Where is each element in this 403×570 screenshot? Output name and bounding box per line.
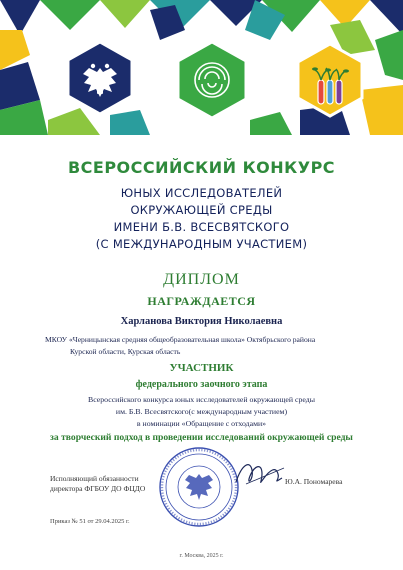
place-date: г. Москва, 2025 г.: [179, 553, 224, 559]
diploma-heading: ДИПЛОМ: [163, 271, 240, 288]
contest-title: ВСЕРОССИЙСКИЙ КОНКУРС: [67, 158, 336, 177]
signatory-title: [50, 474, 145, 494]
header-hexagon-banner: [0, 0, 403, 135]
stage-label: федерального заочного этапа: [135, 379, 268, 390]
school-line-2: Курской области, Курская область: [70, 347, 181, 356]
contest-subtitle-line-3: ИМЕНИ Б.В. ВСЕСВЯТСКОГО: [113, 220, 290, 234]
nomination-line: в номинации «Обращение с отходами»: [136, 419, 267, 428]
seal-icon: [158, 446, 240, 528]
recipient-name: Харланова Виктория Николаевна: [120, 316, 283, 327]
fcdo-hex: [178, 42, 246, 118]
school-line-1: МКОУ «Черницынская средняя общеобразовательная школа» Октябрьского района: [45, 335, 316, 344]
contest-subtitle-line-1: ЮНЫХ ИССЛЕДОВАТЕЛЕЙ: [120, 186, 283, 200]
status-label: УЧАСТНИК: [169, 362, 234, 374]
contest-subtitle-line-2: ОКРУЖАЮЩЕЙ СРЕДЫ: [130, 203, 273, 217]
contest-subtitle-line-4: (С МЕЖДУНАРОДНЫМ УЧАСТИЕМ): [95, 237, 308, 251]
signatory-title-line-2: директора ФГБОУ ДО ФЦДО: [50, 484, 146, 493]
signatory-name: Ю.А. Пономарева: [285, 477, 343, 486]
award-reason: за творческий подход в проведении исследований окружающей среды: [50, 432, 353, 443]
order-number: Приказ № 51 от 29.04.2025 г.: [50, 518, 130, 525]
signature-icon: [232, 456, 290, 492]
awarded-label: НАГРАЖДАЕТСЯ: [147, 294, 256, 308]
contest-description-line-1: Всероссийского конкурса юных исследователей окружающей среды: [88, 395, 315, 404]
signatory-title-line-1: Исполняющий обязанности: [50, 474, 139, 483]
contest-description-line-2: им. Б.В. Всесвятского(с международным участием): [115, 407, 288, 416]
